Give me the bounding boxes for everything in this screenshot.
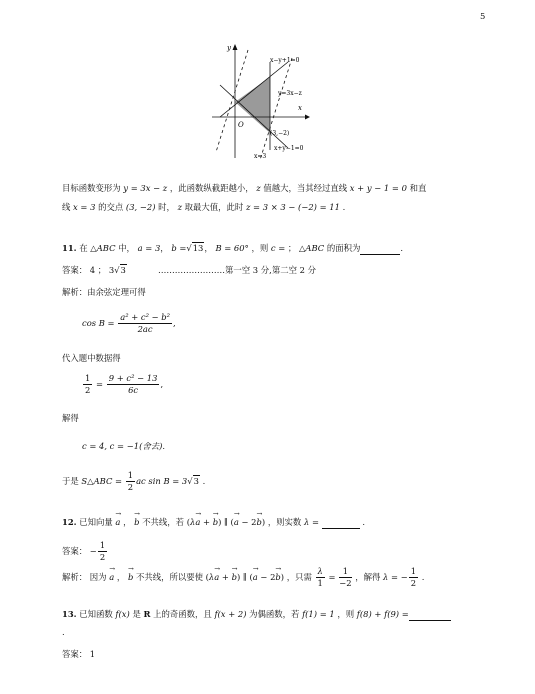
fraction	[316, 566, 325, 589]
answer-value: 3	[108, 265, 115, 275]
q11-answer: 答案： 4 ； 3√3	[62, 265, 126, 275]
radicand: 3	[193, 476, 199, 486]
q11-sub-text: 代入题中数据得	[62, 353, 121, 363]
math: c =	[270, 243, 286, 253]
math: S△ABC =	[81, 476, 123, 486]
label-point: (3,−2)	[270, 130, 290, 137]
text: 由余弦定理可得	[87, 287, 146, 297]
fraction	[409, 566, 418, 589]
answer-blank	[409, 608, 451, 621]
text: −	[89, 546, 97, 556]
math: f(x)	[115, 609, 130, 619]
text: +	[221, 572, 229, 582]
label-line1: x−y+1=0	[270, 57, 300, 64]
text: ,	[173, 318, 176, 328]
text: 的交点	[98, 202, 124, 212]
fraction	[126, 470, 135, 493]
analysis-label: 解析：	[62, 572, 88, 582]
answer-label: 答案：	[62, 265, 88, 275]
radicand: 13	[192, 243, 204, 253]
answer-value: 4 ；	[89, 265, 107, 275]
math: b =	[171, 243, 187, 253]
fraction	[339, 566, 351, 589]
y-axis-arrow	[233, 44, 238, 50]
text: 为偶函数，若	[249, 609, 300, 619]
math: f(8) + f(9) =	[356, 609, 409, 619]
text: ，解得	[355, 572, 381, 582]
fraction	[98, 540, 107, 563]
vector-a: → a	[234, 516, 239, 528]
text: 目标函数变形为	[62, 183, 121, 193]
text: =	[96, 379, 104, 389]
text: ；	[287, 243, 297, 253]
math: c = 4, c = −1(舍去).	[82, 441, 166, 451]
q12-stem: 12. 已知向量 → a ， → b 不共线，若 (λ→ a + → b) ∥ (→ a − 2→ b) ，则实数 λ = .	[62, 516, 365, 529]
math: cos B =	[82, 318, 115, 328]
text: 取最大值，此时	[184, 202, 244, 212]
text: .	[202, 476, 206, 486]
answer-blank	[360, 242, 400, 255]
text: .	[342, 202, 346, 212]
text: .	[400, 243, 404, 253]
text: 的面积为	[326, 243, 361, 253]
answer-value: 1	[89, 649, 96, 659]
text: 在	[79, 243, 88, 253]
math: z	[177, 202, 182, 212]
math: △ABC	[90, 243, 116, 253]
denominator: 1	[317, 578, 323, 588]
answer-label: 答案：	[62, 546, 88, 556]
question-number: 11.	[62, 243, 77, 253]
numerator: 1	[127, 470, 134, 480]
text: =	[328, 572, 336, 582]
q11-solve-eq	[82, 440, 165, 452]
q11-cos-formula	[82, 312, 176, 335]
vector-b: → b	[275, 571, 280, 583]
numerator: 1	[410, 566, 417, 576]
text: ，则	[251, 243, 269, 253]
x-axis-arrow	[305, 115, 310, 120]
text: ，	[160, 243, 169, 253]
math: x + y − 1 = 0	[349, 183, 407, 193]
text: 已知函数	[79, 609, 113, 619]
denominator: 2	[85, 385, 91, 395]
vector-b: → b	[134, 516, 139, 528]
text: 不共线，若	[142, 517, 185, 527]
vector-b: → b	[213, 516, 218, 528]
text: 于是	[62, 476, 79, 486]
text: .	[362, 517, 365, 527]
text: 值越大，当其经过直线	[263, 183, 348, 193]
math: a = 3	[137, 243, 161, 253]
answer-label: 答案：	[62, 649, 88, 659]
math: y = 3x − z	[123, 183, 168, 193]
text: ∥	[242, 572, 247, 582]
text: ，则	[337, 609, 355, 619]
math: B = 60°	[215, 243, 249, 253]
x-axis-label: x	[298, 104, 302, 112]
answer-blank	[322, 516, 360, 529]
text: − 2	[241, 517, 257, 527]
q12-analysis: 解析： 因为 → a ， → b 不共线，所以要使 (λ→ a + → b) ∥ (→ a − 2→ b) ，只需 $\frac{\lambda}{1}$ = $\frac{1}{-2}$ ，解得 λ = − $\frac{1}{2}$ .	[62, 566, 424, 589]
math: x = 3	[73, 202, 96, 212]
fraction	[83, 373, 92, 396]
math: f(1) = 1	[302, 609, 335, 619]
fraction	[107, 373, 160, 396]
text: 是	[132, 609, 141, 619]
numerator: 9 + c² − 13	[108, 373, 158, 383]
math: λ	[208, 572, 215, 582]
q11-final: 于是 S△ABC = $\frac{1}{2}$ ac sin B = 3√3 .	[62, 470, 206, 492]
vector-a: → a	[253, 571, 258, 583]
math: f(x + 2)	[214, 609, 247, 619]
text: ，此函数纵截距越小，	[169, 183, 254, 193]
text: ，只需	[286, 572, 312, 582]
text: .	[421, 572, 425, 582]
denominator: 6c	[128, 385, 139, 395]
denominator: −2	[339, 578, 352, 588]
denominator: 2	[99, 552, 106, 562]
text: 线	[62, 202, 71, 212]
label-line3: x=3	[254, 153, 267, 160]
vector-a: → a	[109, 571, 114, 583]
q11-analysis	[62, 286, 146, 298]
numerator: 1	[99, 540, 106, 550]
numerator: 1	[339, 566, 351, 578]
numerator: λ	[317, 566, 323, 576]
math: R	[143, 609, 151, 619]
math: λ = −	[383, 572, 408, 582]
text: − 2	[260, 572, 276, 582]
q13-answer	[62, 648, 95, 660]
text: +	[202, 517, 211, 527]
numerator: 1	[85, 373, 91, 383]
q11-solve-text: 解得	[62, 413, 79, 423]
label-line4: x+y−1=0	[274, 145, 304, 152]
text: ，	[116, 572, 126, 582]
text: ∥	[224, 517, 228, 527]
vector-b: → b	[232, 571, 237, 583]
q11-score-note: ……………………第一空 3 分,第二空 2 分	[158, 265, 316, 275]
origin-label: O	[238, 121, 244, 129]
text: ，	[123, 517, 132, 527]
intro-line-2	[62, 201, 345, 213]
math: λ =	[303, 517, 319, 527]
text: 时，	[158, 202, 175, 212]
q11-sub-formula	[82, 373, 163, 396]
analysis-label: 解析：	[62, 287, 88, 297]
math: z = 3 × 3 − (−2) = 11	[245, 202, 340, 212]
text: 和直	[409, 183, 427, 193]
denominator: 2	[410, 578, 417, 588]
text: ，	[204, 243, 213, 253]
feasible-region-graph	[210, 40, 315, 165]
text: 中，	[118, 243, 135, 253]
text: 因为	[89, 572, 107, 582]
intro-line-1	[62, 182, 426, 194]
vector-b: → b	[257, 516, 262, 528]
page-number: 5	[480, 11, 486, 21]
math: △ABC	[298, 243, 325, 253]
vector-a: → a	[214, 571, 219, 583]
math: z	[256, 183, 261, 193]
vector-a: → a	[195, 516, 200, 528]
y-axis-label: y	[227, 44, 231, 52]
q12-answer	[62, 540, 108, 563]
question-number: 13.	[62, 609, 77, 619]
math: ac sin B = 3	[136, 476, 188, 486]
radicand: 3	[120, 265, 126, 275]
text: 已知向量	[79, 517, 113, 527]
denominator: 2	[127, 482, 134, 492]
q13-dot: .	[62, 627, 65, 637]
question-number: 12.	[62, 517, 77, 527]
denominator: 2ac	[137, 324, 153, 334]
fraction	[118, 312, 172, 335]
math: (3, −2)	[125, 202, 156, 212]
q13-stem	[62, 608, 451, 621]
math: λ	[190, 517, 196, 527]
vector-a: → a	[115, 516, 120, 528]
label-line2: y=3x−z	[278, 90, 302, 97]
q11-stem: 11. 在 △ABC 中， a = 3， b =√13， B = 60° ，则 c = ； △ABC 的面积为 .	[62, 243, 404, 253]
text: ，则实数	[267, 517, 302, 527]
vector-b: → b	[128, 571, 133, 583]
text: 上的奇函数，且	[153, 609, 212, 619]
text: 不共线，所以要使	[135, 572, 203, 582]
numerator: a² + c² − b²	[120, 312, 171, 322]
text: ,	[160, 379, 164, 389]
